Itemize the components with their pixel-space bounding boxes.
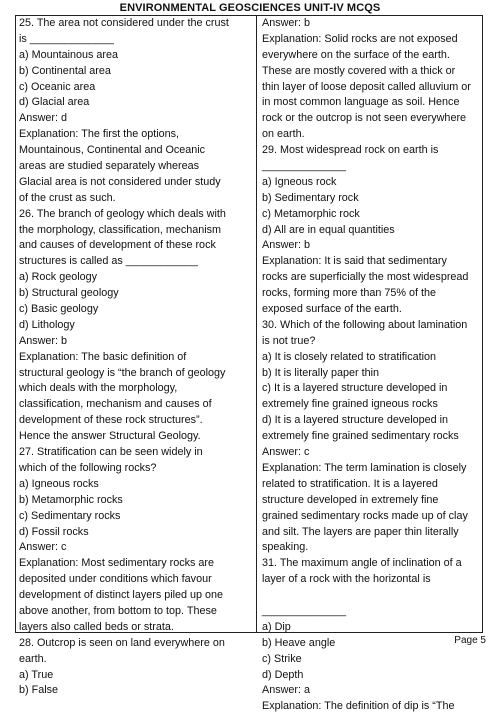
text-line: b) Metamorphic rocks [19,493,123,506]
text-line: b) Heave angle [262,636,336,649]
text-line: a) True [19,668,54,681]
column-divider [256,15,257,633]
text-line: 31. The maximum angle of inclination of a [262,557,462,570]
text-line: ______________ [262,160,347,173]
text-line: rocks, forming more than 75% of the [262,287,437,300]
text-line: layer of a rock with the horizontal is [262,573,431,586]
text-line: 29. Most widespread rock on earth is [262,144,439,157]
text-line: structure developed in extremely fine [262,493,439,506]
text-line: rock or the outcrop is not seen everywhere [262,112,467,125]
text-line: 28. Outcrop is seen on land everywhere on [19,636,225,649]
left-column [19,16,251,699]
text-line: Glacial area is not considered under study [19,175,221,188]
text-line: is not true? [262,334,316,347]
text-line: areas are studied separately whereas [19,160,200,173]
text-line: 25. The area not considered under the crust [19,17,229,29]
text-line: 27. Stratification can be seen widely in [19,446,203,459]
text-line: Answer: c [19,541,67,554]
text-line: is ______________ [19,32,114,45]
text-line: 26. The branch of geology which deals with [19,207,226,220]
text-line: and causes of development of these rock [19,239,216,252]
text-line: above another, from bottom to top. These [19,604,217,617]
text-line: of the crust as such. [19,191,116,204]
text-line: which deals with the morphology, [19,382,178,395]
text-line: Explanation: The definition of dip is “The [262,700,455,713]
text-line: grained sedimentary rocks made up of clay [262,509,468,522]
text-line: Explanation: The first the options, [19,128,180,141]
text-line: b) False [19,684,59,697]
text-line: classification, mechanism and causes of [19,398,212,411]
text-line: d) Depth [262,668,304,681]
text-line: a) Mountainous area [19,48,119,61]
text-line: b) It is literally paper thin [262,366,380,379]
text-line: structures is called as ____________ [19,255,198,268]
text-line: extremely fine grained sedimentary rocks [262,430,459,443]
text-line: ______________ [262,604,347,617]
text-line: d) Lithology [19,318,75,331]
text-line: extremely fine grained igneous rocks [262,398,438,411]
text-line: development of distinct layers piled up one [19,589,224,602]
text-line: earth. [19,652,47,665]
text-line: Explanation: The basic definition of [19,350,187,363]
text-line: c) It is a layered structure developed in [262,382,448,395]
text-line: Explanation: It is said that sedimentary [262,255,447,268]
text-line: 30. Which of the following about lamination [262,318,468,331]
text-line: a) Rock geology [19,271,98,284]
text-line: b) Continental area [19,64,111,77]
text-line: b) Structural geology [19,287,119,300]
text-line: Answer: c [262,446,310,459]
text-line: These are mostly covered with a thick or [262,64,456,77]
right-column [262,16,480,715]
text-line: a) It is closely related to stratification [262,350,437,363]
page-title: ENVIRONMENTAL GEOSCIENCES UNIT-IV MCQS [119,2,381,14]
text-line: on earth. [262,128,305,141]
text-line: a) Igneous rock [262,175,337,188]
text-line: which of the following rocks? [19,461,157,474]
text-line: Answer: a [262,684,311,697]
text-line: c) Basic geology [19,303,99,316]
text-line: in most common language as soil. Hence [262,96,460,109]
text-line: d) Glacial area [19,96,90,109]
text-line: Explanation: Most sedimentary rocks are [19,557,215,570]
text-line: d) Fossil rocks [19,525,89,538]
text-line: Answer: b [19,334,68,347]
text-line: speaking. [262,541,309,554]
page-number: Page 5 [454,635,486,646]
text-line: layers also called beds or strata. [19,620,174,633]
text-line: structural geology is “the branch of geology [19,366,226,379]
text-line: everywhere on the surface of the earth. [262,48,450,61]
text-line: c) Strike [262,652,302,665]
text-line: related to stratification. It is a layered [262,477,438,490]
text-line: the morphology, classification, mechanism [19,223,222,236]
text-line: development of these rock structures”. [19,414,203,427]
text-line [262,588,480,604]
text-line: Answer: b [262,17,311,29]
text-line: Answer: b [262,239,311,252]
text-line: a) Igneous rocks [19,477,99,490]
text-line: d) It is a layered structure developed in [262,414,449,427]
text-line: exposed surface of the earth. [262,303,402,316]
text-line: Hence the answer Structural Geology. [19,430,201,443]
text-line: c) Sedimentary rocks [19,509,121,522]
text-line: deposited under conditions which favour [19,573,212,586]
text-line: d) All are in equal quantities [262,223,395,236]
text-line: Explanation: The term lamination is closely [262,461,467,474]
text-line: b) Sedimentary rock [262,191,359,204]
text-line: Mountainous, Continental and Oceanic [19,144,206,157]
text-line: and silt. The layers are paper thin literally [262,525,459,538]
text-line: Explanation: Solid rocks are not exposed [262,32,458,45]
text-line: thin layer of loose deposit called alluvium or [262,80,471,93]
text-line: c) Oceanic area [19,80,96,93]
text-line: Answer: d [19,112,68,125]
text-line: rocks are superficially the most widespread [262,271,469,284]
text-line: c) Metamorphic rock [262,207,360,220]
text-line: a) Dip [262,620,291,633]
